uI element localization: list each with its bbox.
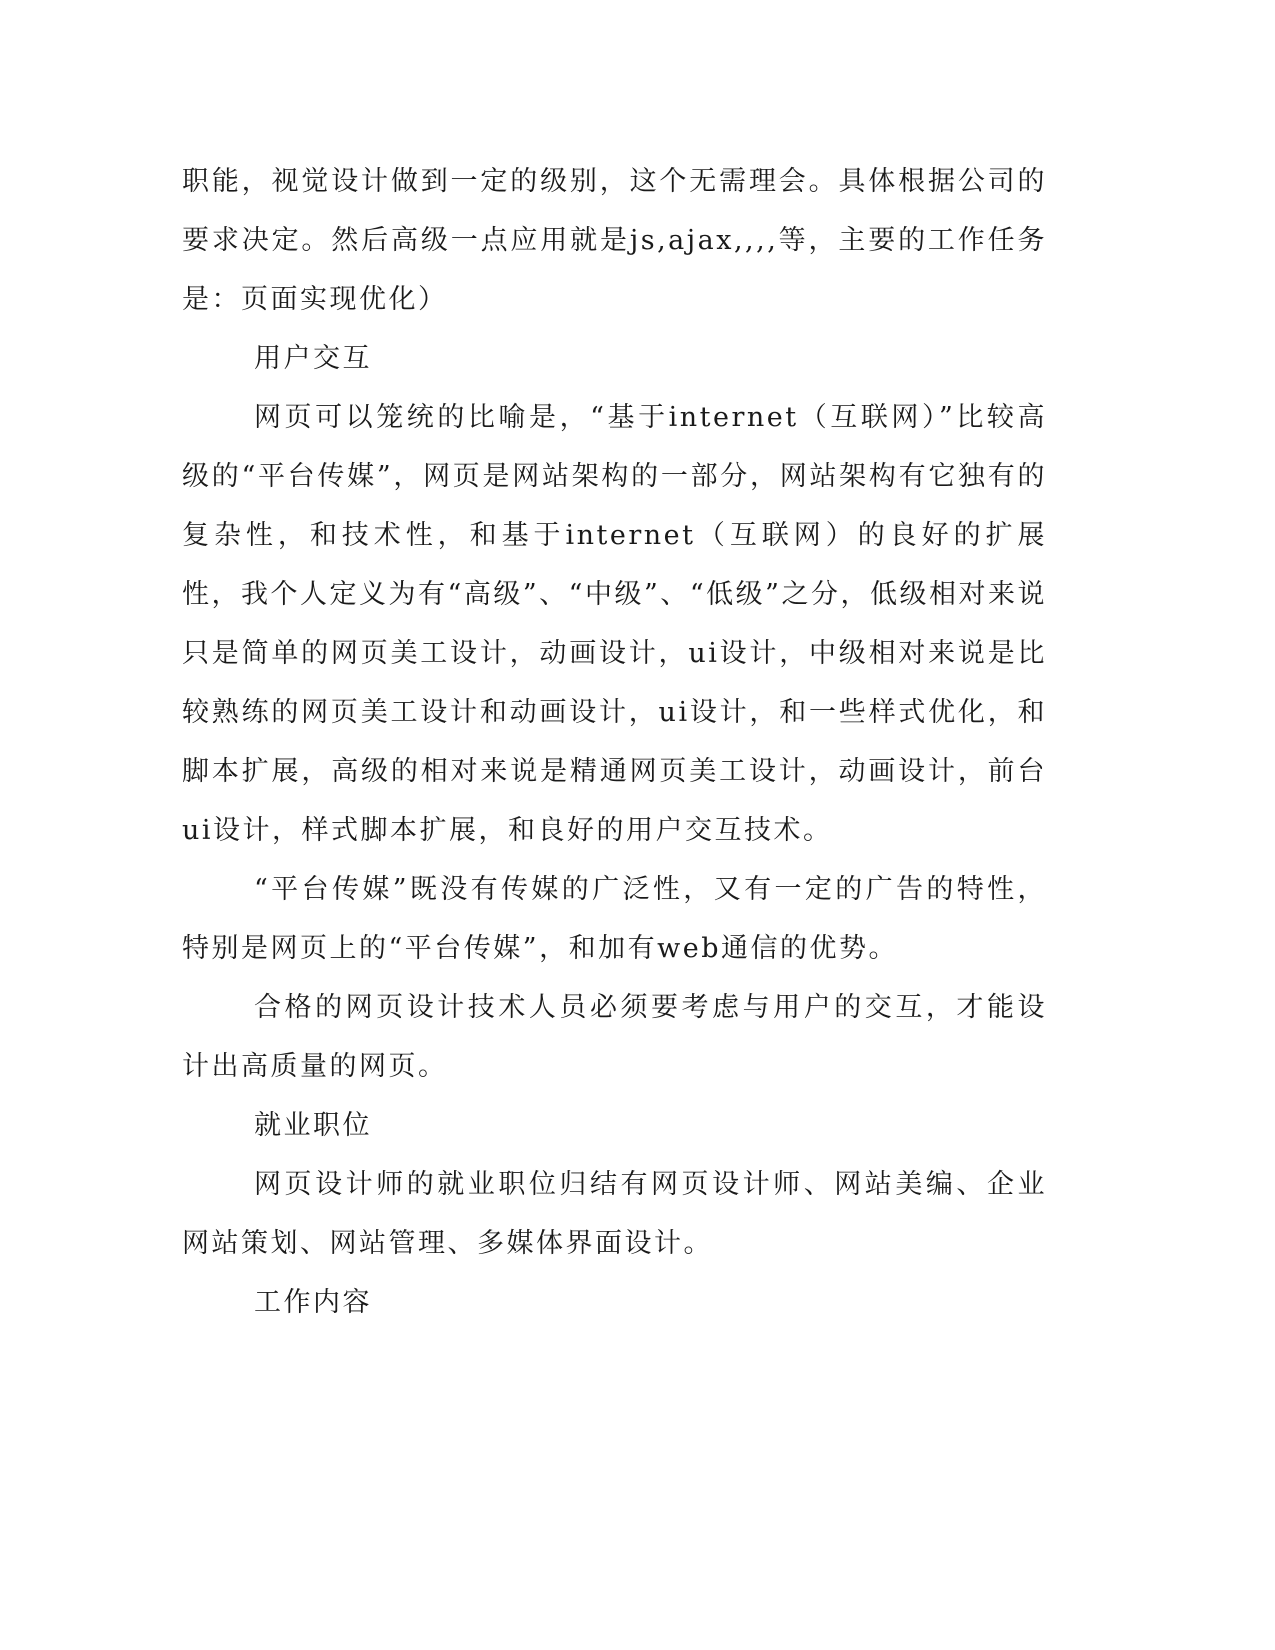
document-body — [182, 152, 1047, 1332]
heading-work-content: 工作内容 — [254, 1287, 372, 1318]
paragraph-platform-media: “平台传媒”既没有传媒的广泛性，又有一定的广告的特性，特别是网页上的“平台传媒”，和加有web通信的优势。 — [182, 874, 1047, 964]
paragraph-qualified-designer: 合格的网页设计技术人员必须要考虑与用户的交互，才能设计出高质量的网页。 — [182, 992, 1047, 1082]
paragraph-continued: 职能，视觉设计做到一定的级别，这个无需理会。具体根据公司的要求决定。然后高级一点应用就是js,ajax,,,,等，主要的工作任务是：页面实现优化） — [182, 166, 1047, 315]
heading-job-positions: 就业职位 — [254, 1110, 372, 1141]
paragraph-job-positions: 网页设计师的就业职位归结有网页设计师、网站美编、企业网站策划、网站管理、多媒体界面设计。 — [182, 1169, 1047, 1259]
paragraph-webpage-definition: 网页可以笼统的比喻是，“基于internet（互联网）”比较高级的“平台传媒”，网页是网站架构的一部分，网站架构有它独有的复杂性，和技术性，和基于internet（互联网）的良好的扩展性，我个人定义为有“高级”、“中级”、“低级”之分，低级相对来说只是简单的网页美工设计，动画设计，ui设计，中级相对来说是比较熟练的网页美工设计和动画设计，ui设计，和一些样式优化，和脚本扩展，高级的相对来说是精通网页美工设计，动画设计，前台ui设计，样式脚本扩展，和良好的用户交互技术。 — [182, 402, 1047, 846]
heading-user-interaction: 用户交互 — [254, 343, 372, 374]
